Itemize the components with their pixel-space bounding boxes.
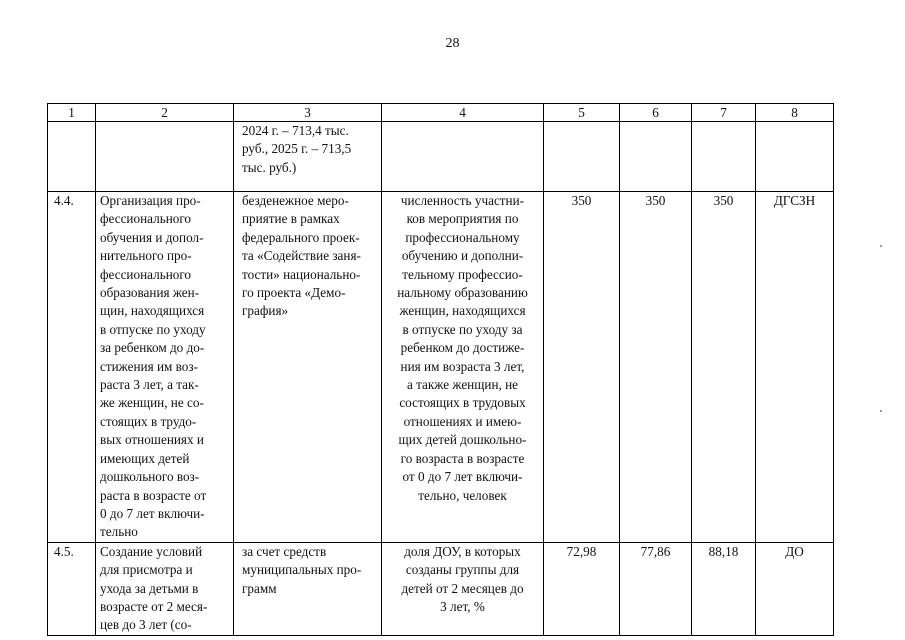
- row-number-cell: 4.4.: [48, 192, 96, 543]
- value-cell: 350: [692, 192, 756, 543]
- value-cell: [692, 122, 756, 192]
- measure-name-cell: Организация про- фессионального обучения и допол- нительного про- фессионального образования жен- щин, находящихся в отпуске по уходу за ребенком до до- стижения им воз- раста 3 лет, а так- же женщин, не со- стоящих в трудо- вых отношениях и имеющих детей дошкольного воз- раста в возрасте от 0 до 7 лет включи- тельно: [96, 192, 234, 543]
- column-header: 3: [234, 104, 382, 122]
- indicator-cell: численность участни- ков мероприятия по профессиональному обучению и дополни- тельному профессио- нальному образованию женщин, находящихся в отпуске по уходу за ребенком до достиже- ния им возраста 3 лет, а также женщин, не состоящих в трудовых отношениях и имею- щих детей дошкольно- го возраста в возрасте от 0 до 7 лет включи- тельно, человек: [382, 192, 544, 543]
- measure-name-cell: Создание условий для присмотра и ухода за детьми в возрасте от 2 меся- цев до 3 лет (со-: [96, 542, 234, 635]
- column-header: 1: [48, 104, 96, 122]
- funding-cell: 2024 г. – 713,4 тыс. руб., 2025 г. – 713,5 тыс. руб.): [234, 122, 382, 192]
- measures-table: [47, 103, 834, 636]
- value-cell: 72,98: [544, 542, 620, 635]
- value-cell: [544, 122, 620, 192]
- column-header: 6: [620, 104, 692, 122]
- value-cell: 77,86: [620, 542, 692, 635]
- value-cell: 350: [544, 192, 620, 543]
- scan-speck: [880, 410, 882, 412]
- indicator-cell: [382, 122, 544, 192]
- column-header: 4: [382, 104, 544, 122]
- row-number-cell: 4.5.: [48, 542, 96, 635]
- value-cell: 88,18: [692, 542, 756, 635]
- scan-speck: [880, 245, 882, 247]
- measure-name-cell: [96, 122, 234, 192]
- responsible-cell: [756, 122, 834, 192]
- value-cell: [620, 122, 692, 192]
- funding-cell: за счет средств муниципальных про- грамм: [234, 542, 382, 635]
- column-header: 5: [544, 104, 620, 122]
- column-header: 7: [692, 104, 756, 122]
- column-header: 2: [96, 104, 234, 122]
- value-cell: 350: [620, 192, 692, 543]
- table-row: [48, 192, 834, 543]
- responsible-cell: ДГСЗН: [756, 192, 834, 543]
- page-number: 28: [445, 36, 460, 51]
- funding-cell: безденежное меро- приятие в рамках федерального проек- та «Содействие заня- тости» национально- го проекта «Демо- графия»: [234, 192, 382, 543]
- table-row: [48, 542, 834, 635]
- row-number-cell: [48, 122, 96, 192]
- responsible-cell: ДО: [756, 542, 834, 635]
- table-header-row: [48, 104, 834, 122]
- indicator-cell: доля ДОУ, в которых созданы группы для детей от 2 месяцев до 3 лет, %: [382, 542, 544, 635]
- table-row: [48, 122, 834, 192]
- column-header: 8: [756, 104, 834, 122]
